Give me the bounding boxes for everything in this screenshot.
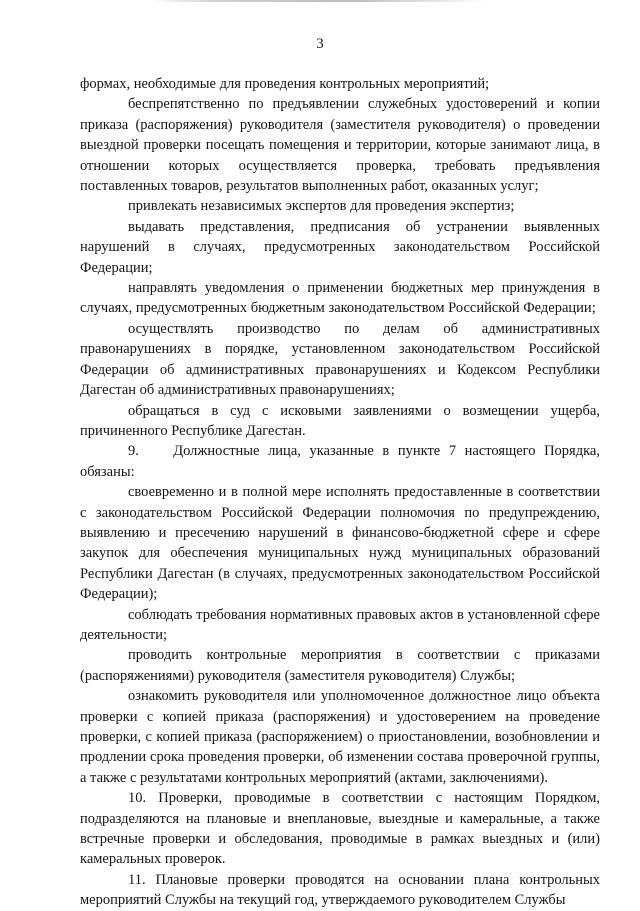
paragraph: беспрепятственно по предъявлении служебных удостоверений и копии приказа (распоряжения) руководителя (заместителя руководителя) о проведении выездной проверки посещать помещения и территории, которые занимают лица, в отношении которых осуществляется проверка, требовать предъявления поставленных товаров, результатов выполненных работ, оказанных услуг; (80, 96, 600, 195)
paragraph: 10. Проверки, проводимые в соответствии с настоящим Порядком, подразделяются на плановые и внеплановые, выездные и камеральные, а также встречные проверки и обследования, проводимые в рамках выездных и (или) камеральных проверок. (80, 790, 600, 868)
paragraph: соблюдать требования нормативных правовых актов в установленной сфере деятельности; (80, 606, 600, 643)
document-body (80, 74, 600, 911)
paragraph: 9. Должностные лица, указанные в пункте 7 настоящего Порядка, обязаны: (80, 443, 600, 480)
paragraph: формах, необходимые для проведения контрольных мероприятий; (80, 76, 490, 92)
paragraph: направлять уведомления о применении бюджетных мер принуждения в случаях, предусмотренных бюджетным законодательством Российской Федерации; (80, 280, 600, 317)
paragraph: своевременно и в полной мере исполнять предоставленные в соответствии с законодательством Российской Федерации полномочия по предупреждению, выявлению и пресечению нарушений в финансово-бюджетной сфере и сфере закупок для обеспечения муниципальных нужд муниципальных образований Республики Дагестан (в случаях, предусмотренных законодательством Российской Федерации); (80, 484, 600, 603)
paragraph: выдавать представления, предписания об устранении выявленных нарушений в случаях, предусмотренных законодательством Российской Федерации; (80, 218, 600, 276)
page-number: 3 (316, 36, 324, 52)
scan-edge-mark (150, 0, 490, 2)
paragraph: обращаться в суд с исковыми заявлениями о возмещении ущерба, причиненного Республике Дагестан. (80, 402, 600, 439)
paragraph: проводить контрольные мероприятия в соответствии с приказами (распоряжениями) руководителя (заместителя руководителя) Службы; (80, 647, 600, 684)
paragraph: ознакомить руководителя или уполномоченное должностное лицо объекта проверки с копией приказа (распоряжения) и удостоверением на проведение проверки, с копией приказа (распоряжением) о приостановлении, возобновлении и продлении срока проведения проверки, об изменении состава проверочной группы, а также с результатами контрольных мероприятий (актами, заключениями). (80, 688, 600, 786)
paragraph: осуществлять производство по делам об административных правонарушениях в порядке, установленном законодательством Российской Федерации об административных правонарушениях и Кодексом Республики Дагестан об административных правонарушениях; (80, 320, 600, 399)
paragraph: привлекать независимых экспертов для проведения экспертиз; (128, 198, 515, 215)
paragraph: 11. Плановые проверки проводятся на основании плана контрольных мероприятий Службы на текущий год, утверждаемого руководителем Службы (80, 871, 600, 909)
